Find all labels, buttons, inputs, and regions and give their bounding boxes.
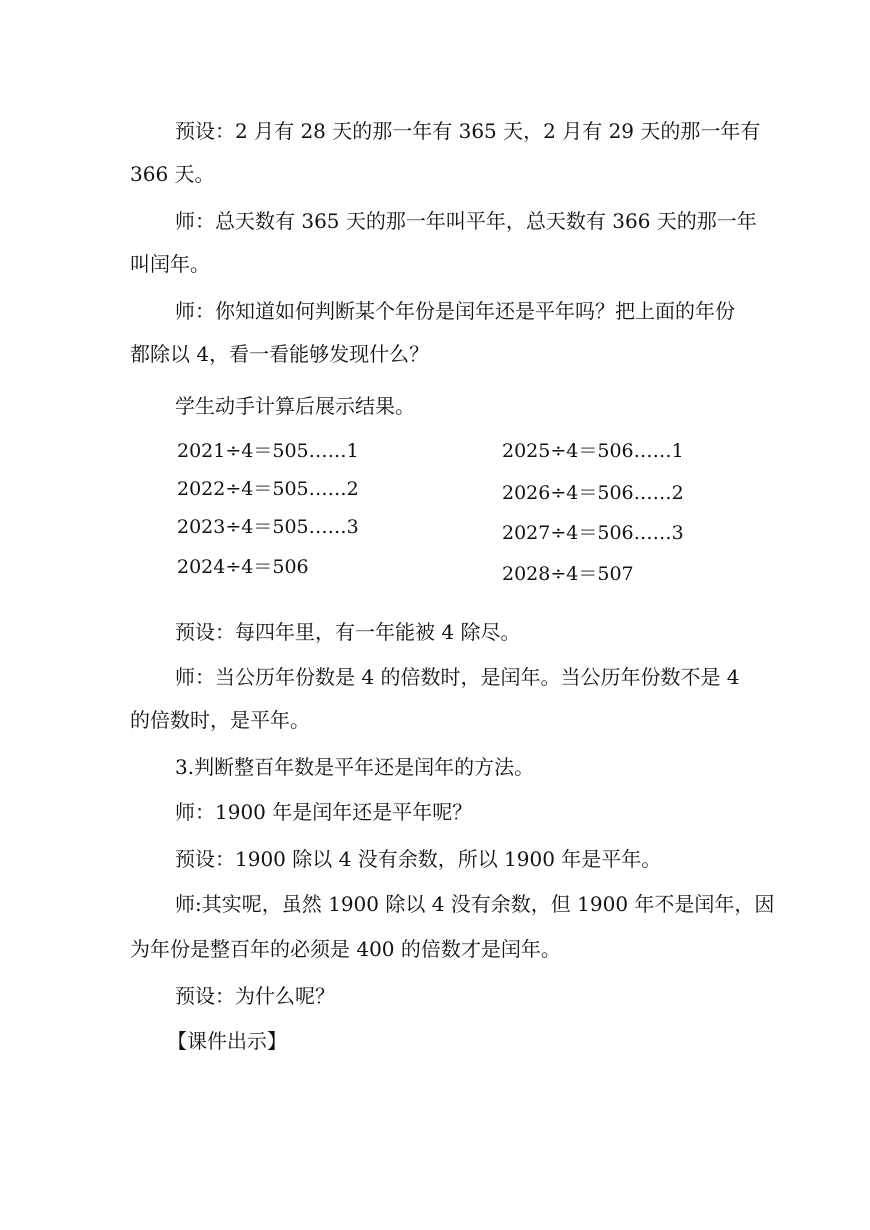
paragraph-line: 师：当公历年份数是 4 的倍数时，是闰年。当公历年份数不是 4 (175, 665, 740, 689)
calculation-left: 2022÷4＝505……2 (177, 478, 359, 500)
paragraph-line: 叫闰年。 (130, 252, 210, 276)
calculation-right: 2027÷4＝506……3 (502, 522, 684, 544)
paragraph-line: 都除以 4，看一看能够发现什么？ (130, 342, 430, 366)
calculation-left: 2021÷4＝505……1 (177, 440, 359, 462)
calculation-right: 2028÷4＝507 (502, 563, 634, 585)
paragraph-line: 为年份是整百年的必须是 400 的倍数才是闰年。 (130, 937, 561, 961)
paragraph-line: 师:其实呢，虽然 1900 除以 4 没有余数，但 1900 年不是闰年，因 (175, 892, 775, 916)
courseware-label: 【课件出示】 (167, 1029, 287, 1053)
paragraph-line: 预设：2 月有 28 天的那一年有 365 天，2 月有 29 天的那一年有 (175, 119, 761, 143)
paragraph-line: 师：你知道如何判断某个年份是闰年还是平年吗？把上面的年份 (175, 299, 735, 323)
paragraph-line: 学生动手计算后展示结果。 (175, 394, 415, 418)
paragraph-line: 预设：每四年里，有一年能被 4 除尽。 (175, 620, 521, 644)
paragraph-line: 预设：为什么呢？ (175, 984, 335, 1008)
paragraph-line: 师：总天数有 365 天的那一年叫平年，总天数有 366 天的那一年 (175, 209, 757, 233)
calculation-left: 2023÷4＝505……3 (177, 516, 359, 538)
paragraph-line: 的倍数时，是平年。 (130, 708, 310, 732)
paragraph-line: 预设：1900 除以 4 没有余数，所以 1900 年是平年。 (175, 847, 662, 871)
calculation-right: 2025÷4＝506……1 (502, 440, 684, 462)
calculation-right: 2026÷4＝506……2 (502, 482, 684, 504)
paragraph-line: 366 天。 (130, 162, 215, 186)
calculation-left: 2024÷4＝506 (177, 556, 309, 578)
paragraph-line: 师：1900 年是闰年还是平年呢？ (175, 800, 473, 824)
section-heading: 3.判断整百年数是平年还是闰年的方法。 (175, 755, 535, 779)
